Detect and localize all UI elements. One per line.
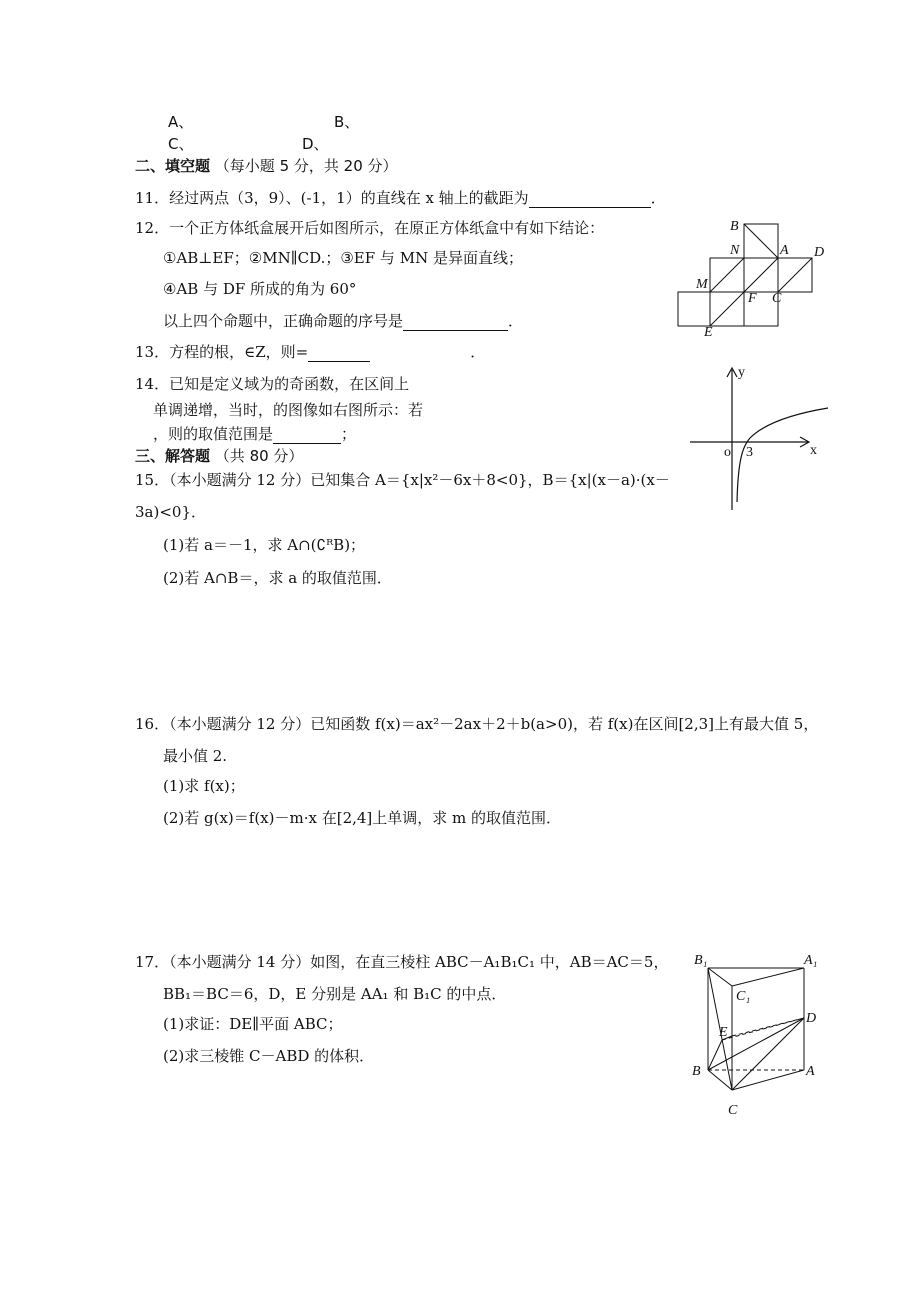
- prism-label-a1: A₁: [804, 953, 818, 968]
- net-label-e: E: [704, 325, 713, 340]
- q11-text: 经过两点（3，9）、(-1，1）的直线在 x 轴上的截距为: [169, 189, 529, 207]
- q17-line1: （本小题满分 14 分）如图，在直三棱柱 ABC－A₁B₁C₁ 中，AB＝AC＝5，: [169, 953, 669, 971]
- q12-line2: ④AB 与 DF 所成的角为 60°: [163, 280, 357, 298]
- net-label-f: F: [748, 291, 757, 306]
- choice-b: B、: [334, 113, 360, 131]
- q12-answer-blank[interactable]: [403, 314, 508, 331]
- section3-heading: 三、解答题: [135, 447, 211, 465]
- q12-text: 一个正方体纸盒展开后如图所示，在原正方体纸盒中有如下结论：: [169, 219, 605, 237]
- q17-part1: (1)求证：DE∥平面 ABC；: [163, 1015, 343, 1033]
- q12-end: ．: [508, 312, 524, 330]
- prism-label-e: E: [719, 1025, 728, 1040]
- q15-part1: (1)若 a＝－1，求 A∩(∁ᴿB)；: [163, 536, 366, 554]
- graph-origin-label: o: [724, 445, 731, 460]
- q13-answer-blank[interactable]: [308, 345, 370, 362]
- q14-end: ；: [341, 425, 357, 443]
- q15-number: 15．: [135, 471, 170, 489]
- net-label-c: C: [772, 291, 782, 306]
- q13-number: 13．: [135, 343, 170, 361]
- q16-part2: (2)若 g(x)＝f(x)－m·x 在[2,4]上单调，求 m 的取值范围．: [163, 809, 562, 827]
- q16-line1: （本小题满分 12 分）已知函数 f(x)＝ax²－2ax＋2＋b(a>0)，若 f(x)在区间[2,3]上有最大值 5，: [169, 715, 819, 733]
- q14-first-line: [135, 374, 409, 394]
- q11-answer-blank[interactable]: [529, 191, 651, 208]
- q11: [135, 188, 666, 208]
- prism-figure: [688, 944, 828, 1124]
- net-label-b: B: [730, 219, 739, 234]
- choice-a: A、: [168, 113, 194, 131]
- section2-heading: 二、填空题: [135, 157, 211, 175]
- q14-number: 14．: [135, 375, 170, 393]
- q13-end: ．: [470, 343, 486, 361]
- q11-end: ．: [650, 189, 666, 207]
- choice-d: D、: [302, 135, 329, 153]
- prism-label-d: D: [806, 1011, 817, 1026]
- prism-label-b: B: [692, 1064, 701, 1079]
- section3-note: （共 80 分）: [214, 447, 304, 465]
- q15-line1: （本小题满分 12 分）已知集合 A＝{x|x²－6x＋8<0}，B＝{x|(x－a)·(x－: [169, 471, 670, 489]
- q15-part2: (2)若 A∩B＝，求 a 的取值范围．: [163, 569, 392, 587]
- prism-label-c1: C₁: [736, 989, 751, 1004]
- q17-first-line: [135, 952, 668, 972]
- q12-line3: 以上四个命题中，正确命题的序号是: [163, 312, 404, 330]
- graph-tick-label: 3: [746, 445, 753, 460]
- q16-first-line: [135, 714, 818, 734]
- q12-line1: ①AB⊥EF；②MN∥CD.；③EF 与 MN 是异面直线；: [163, 249, 523, 267]
- q16-number: 16．: [135, 715, 170, 733]
- section2-heading-line: [135, 156, 398, 176]
- q14-line3: ，则的取值范围是: [153, 425, 274, 443]
- q13-text: 方程的根，∈Z，则=: [169, 343, 309, 361]
- q11-number: 11．: [135, 189, 170, 207]
- net-label-a: A: [780, 243, 789, 258]
- q12-line3-row: [163, 311, 523, 331]
- prism-label-c: C: [728, 1103, 738, 1118]
- q16-line2: 最小值 2.: [163, 747, 228, 765]
- q16-part1: (1)求 f(x)；: [163, 777, 245, 795]
- q17-number: 17．: [135, 953, 170, 971]
- graph-y-label: y: [738, 365, 745, 380]
- q12-first-line: [135, 218, 604, 238]
- q14-answer-blank[interactable]: [273, 427, 341, 444]
- q17-line2: BB₁＝BC＝6，D，E 分别是 AA₁ 和 B₁C 的中点．: [163, 985, 507, 1003]
- q15-first-line: [135, 470, 670, 490]
- function-graph: [688, 362, 838, 512]
- prism-label-b1: B₁: [694, 953, 708, 968]
- q14-line1: 已知是定义域为的奇函数，在区间上: [169, 375, 410, 393]
- q15-line2: 3a)<0}．: [135, 503, 206, 521]
- net-label-m: M: [696, 277, 708, 292]
- section2-note: （每小题 5 分，共 20 分）: [214, 157, 398, 175]
- net-label-n: N: [730, 243, 740, 258]
- choice-c: C、: [168, 135, 194, 153]
- q14-line2: 单调递增，当时，的图像如右图所示：若: [153, 401, 424, 419]
- graph-x-label: x: [810, 443, 817, 458]
- net-label-d: D: [814, 245, 825, 260]
- cube-net-figure: [670, 216, 830, 346]
- q14-line3-row: [153, 424, 356, 444]
- q13: [135, 342, 485, 362]
- q17-part2: (2)求三棱锥 C－ABD 的体积．: [163, 1047, 375, 1065]
- q12-number: 12．: [135, 219, 170, 237]
- section3-heading-line: [135, 446, 303, 466]
- prism-label-a: A: [806, 1064, 815, 1079]
